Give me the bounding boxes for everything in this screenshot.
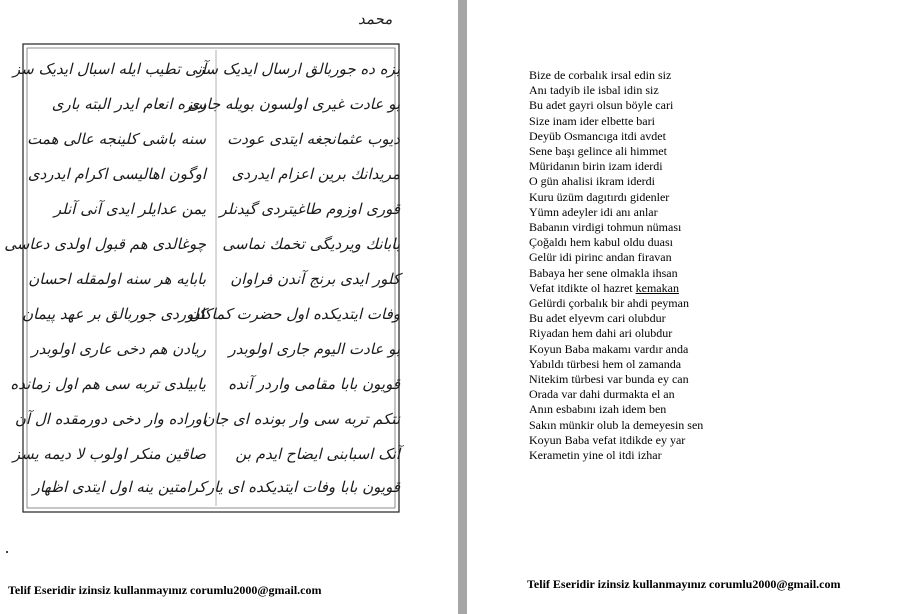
manuscript-verse: نتکم تربه سی وار بونده ای جان xyxy=(203,410,400,428)
transcription-page xyxy=(467,0,914,614)
poem-line: Gelür idi pirinc andan firavan xyxy=(529,250,672,265)
manuscript-page-mark: محمد xyxy=(358,10,393,28)
poem-line: Koyun Baba vefat itdikde ey yar xyxy=(529,432,686,447)
poem-line: Sene başı gelince ali himmet xyxy=(529,144,667,159)
poem-line: Orada var dahi durmakta el an xyxy=(529,387,675,402)
underlined-word: kemakan xyxy=(635,280,679,295)
manuscript-verse: قوری اوزوم طاغيتردی گيدنلر xyxy=(219,200,400,218)
poem-line: Size inam ider elbette bari xyxy=(529,113,655,128)
poem-line: Deyüb Osmancıga itdi avdet xyxy=(529,128,666,143)
poem-line: Babaya her sene olmakla ihsan xyxy=(529,265,678,280)
copyright-footer: Telif Eseridir izinsiz kullanmayınız corumlu2000@gmail.com xyxy=(527,577,841,591)
page-divider xyxy=(458,0,467,614)
poem-line-text: Vefat itdikte ol hazret xyxy=(529,280,636,295)
manuscript-verse: يمن عدايلر ايدی آنی آنلر xyxy=(53,200,206,218)
transcription-poem xyxy=(529,68,909,463)
speck-mark xyxy=(6,551,8,553)
poem-line: Müridanın birin izam iderdi xyxy=(529,159,663,174)
poem-line: Anı tadyib ile isbal idin siz xyxy=(529,83,659,98)
manuscript-verse: چوغالدی هم قبول اولدی دعاسی xyxy=(4,235,206,253)
manuscript-verse: يابيلدی تربه سی هم اول زمانده xyxy=(10,375,206,393)
manuscript-verse: آنی تطيب ايله اسبال ايدیک سز xyxy=(12,60,206,78)
poem-line: Babanın virdigi tohmun nüması xyxy=(529,220,682,235)
manuscript-verse: سنه باشی کلينجه عالی همت xyxy=(27,130,206,148)
poem-line: Bu adet gayri olsun böyle cari xyxy=(529,98,674,113)
poem-line-underlined xyxy=(529,281,909,296)
manuscript-verse: بزه ده جوربالق ارسال ايدیک سز xyxy=(197,60,400,78)
manuscript-verse: آنک اسبابنی ايضاح ايدم بن xyxy=(235,445,400,463)
manuscript-verse: کرامتين ينه اول ايتدی اظهار xyxy=(32,478,206,496)
poem-line: Anın esbabını izah idem ben xyxy=(529,402,667,417)
manuscript-verse: بابانك ويرديگی تخمك نماسی xyxy=(222,235,400,253)
manuscript-verse: ريادن هم دخی عاری اولوبدر xyxy=(31,340,206,358)
manuscript-verse: بو عادت غيری اولسون بويله جاری xyxy=(187,95,400,113)
poem-line: Koyun Baba makamı vardır anda xyxy=(529,341,689,356)
poem-line: Bize de corbalık irsal edin siz xyxy=(529,68,672,82)
manuscript-verse: اوگون اهاليسی اکرام ايدردی xyxy=(27,165,206,183)
manuscript-verse: ديوب عثمانجغه ايتدی عودت xyxy=(227,130,400,148)
manuscript-verse: قويون بابا مقامی واردر آنده xyxy=(228,375,400,393)
poem-line: Yabıldı türbesi hem ol zamanda xyxy=(529,356,682,371)
poem-line: Sakın münkir olub la demeyesin sen xyxy=(529,417,704,432)
poem-line: Gelürdi çorbalık bir ahdi peyman xyxy=(529,296,689,311)
manuscript-verse: صاقين منکر اولوب لا ديمه یسز xyxy=(12,445,206,463)
manuscript-facsimile xyxy=(4,22,402,514)
poem-line: Nitekim türbesi var bunda ey can xyxy=(529,372,689,387)
manuscript-verse: قويون بابا وفات ايتدیکده ای يار xyxy=(206,478,400,496)
manuscript-verse: وفات ايتدیکده اول حضرت کماكان xyxy=(188,305,400,323)
poem-line: Çoğaldı hem kabul oldu duası xyxy=(529,235,673,250)
poem-line: Bu adet elyevm cari olubdur xyxy=(529,311,666,326)
poem-line: Kerametin yine ol itdi izhar xyxy=(529,448,662,463)
copyright-footer: Telif Eseridir izinsiz kullanmayınız corumlu2000@gmail.com xyxy=(8,583,322,597)
manuscript-verse: کلوردی جوربالق بر عهد پيمان xyxy=(22,305,206,323)
manuscript-verse: کلور ايدی برنج آندن فراوان xyxy=(230,270,400,288)
poem-line: Kuru üzüm dagıtırdı gidenler xyxy=(529,189,670,204)
manuscript-verse: سزه انعام ايدر البته باری xyxy=(51,95,206,113)
manuscript-verse: بو عادت اليوم جاری اولوبدر xyxy=(228,340,400,358)
manuscript-verse: اوراده وار دخی دورمقده ال آن xyxy=(14,410,206,428)
poem-line: Riyadan hem dahi ari olubdur xyxy=(529,326,673,341)
poem-line: Yümn adeyler idi anı anlar xyxy=(529,204,658,219)
poem-line: O gün ahalisi ikram iderdi xyxy=(529,174,655,189)
manuscript-verse: مريدانك برين اعزام ايدردی xyxy=(231,165,400,183)
manuscript-verse: بابايه هر سنه اولمقله احسان xyxy=(28,270,206,288)
